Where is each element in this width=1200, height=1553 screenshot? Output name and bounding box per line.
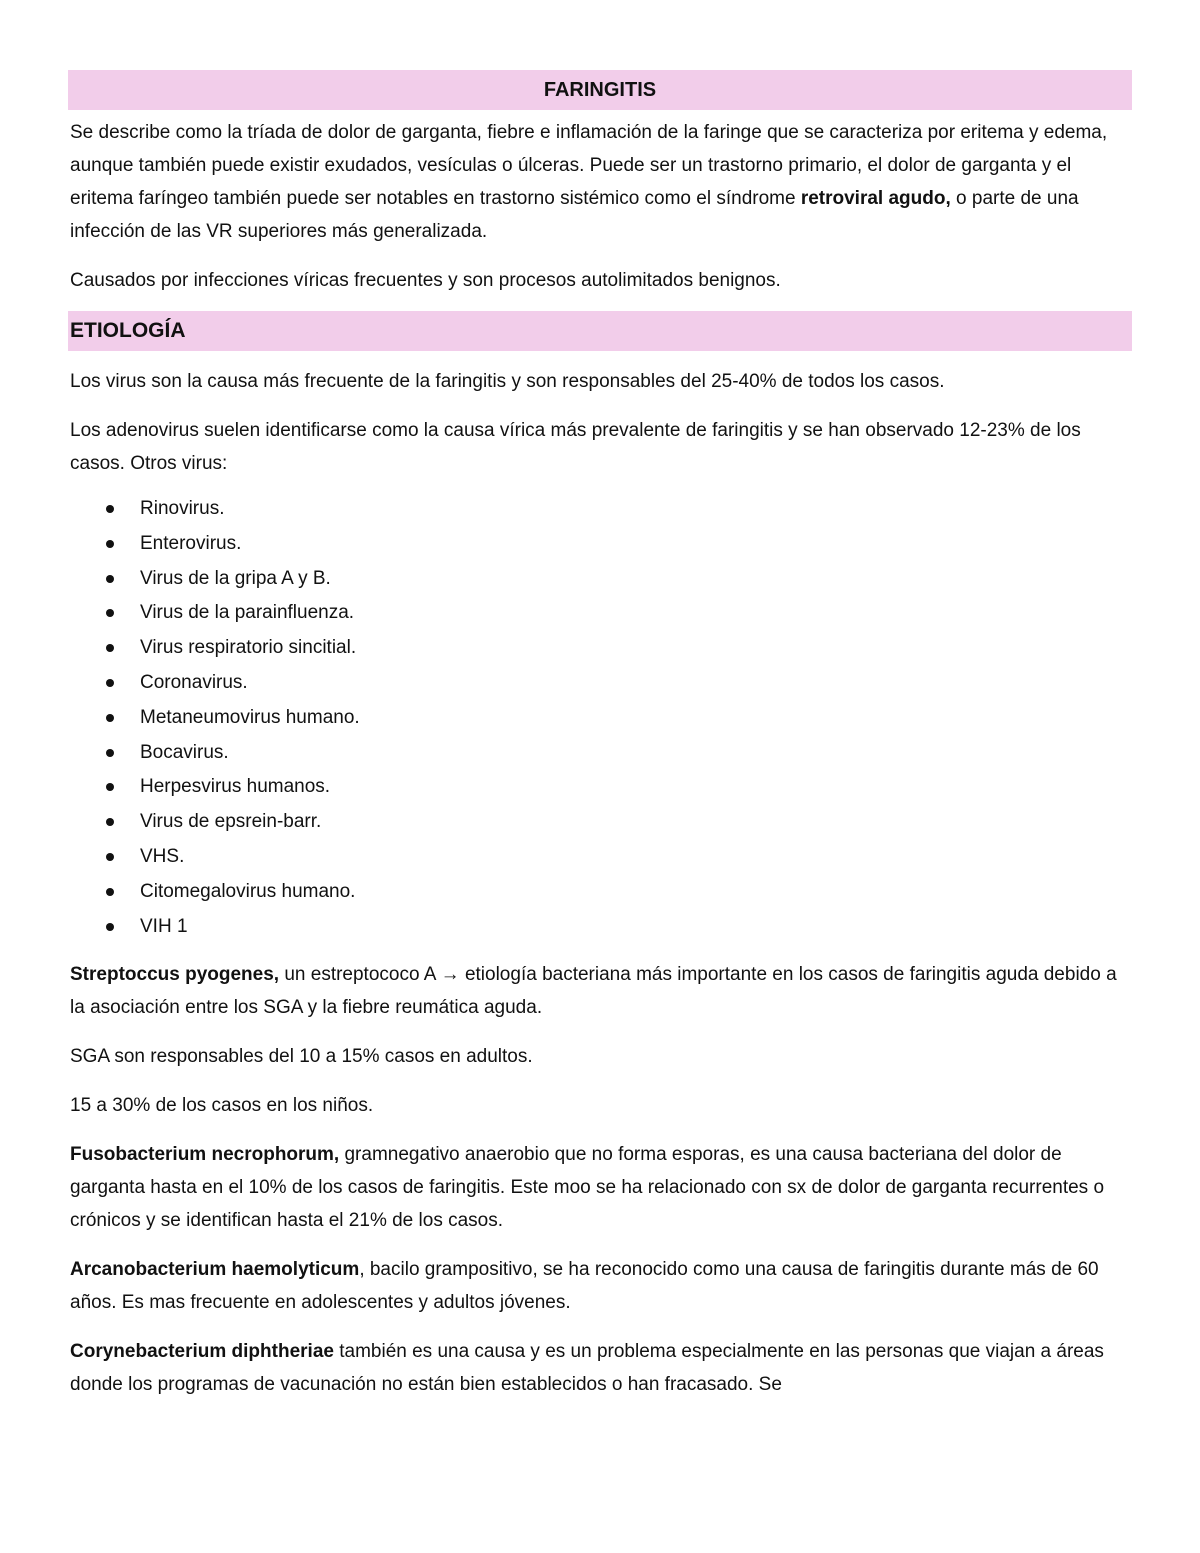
- coryne-paragraph: Corynebacterium diphtheriae también es una causa y es un problema especialmente en las personas que viajan a áreas donde los programas de vacunación no están bien establecidos o han fracasado. Se: [70, 1341, 1104, 1396]
- list-item: Metaneumovirus humano.: [140, 701, 1132, 736]
- bullet-icon: [106, 644, 114, 652]
- sga-adults-paragraph: SGA son responsables del 10 a 15% casos en adultos.: [70, 1046, 533, 1068]
- list-item: VIH 1: [140, 910, 1132, 945]
- title-banner: [68, 70, 1132, 110]
- page-title: FARINGITIS: [543, 79, 657, 101]
- intro-paragraph-2: Causados por infecciones víricas frecuentes y son procesos autolimitados benignos.: [70, 270, 781, 291]
- virus-list: [70, 492, 1132, 944]
- bullet-icon: [106, 923, 114, 931]
- section-heading: ETIOLOGÍA: [70, 319, 186, 342]
- bullet-icon: [106, 505, 114, 513]
- section-heading-banner: [68, 311, 1132, 351]
- list-item: Virus de la gripa A y B.: [140, 562, 1132, 597]
- document-content: [70, 70, 1132, 1401]
- intro-paragraph: Se describe como la tríada de dolor de garganta, fiebre e inflamación de la faringe que se caracteriza por eritema y edema, aunque también puede existir exudados, vesículas o úlceras. Puede ser un trastorno primario, el dolor de garganta y el eritema faríngeo también puede ser notables en trastorno sistémico como el síndrome retroviral agudo, o parte de una infección de las VR superiores más generalizada.: [70, 122, 1108, 242]
- bullet-icon: [106, 853, 114, 861]
- list-item: Rinovirus.: [140, 492, 1132, 527]
- etiology-paragraph-2: Los adenovirus suelen identificarse como la causa vírica más prevalente de faringitis y se han observado 12-23% de los casos. Otros virus:: [70, 420, 1081, 474]
- bullet-icon: [106, 609, 114, 617]
- list-item: VHS.: [140, 840, 1132, 875]
- list-item: Citomegalovirus humano.: [140, 875, 1132, 910]
- etiology-paragraph-1: Los virus son la causa más frecuente de la faringitis y son responsables del 25-40% de todos los casos.: [70, 371, 945, 392]
- bullet-icon: [106, 783, 114, 791]
- bullet-icon: [106, 818, 114, 826]
- list-item: Bocavirus.: [140, 736, 1132, 771]
- fuso-paragraph: Fusobacterium necrophorum, gramnegativo anaerobio que no forma esporas, es una causa bacteriana del dolor de garganta hasta en el 10% de los casos de faringitis. Este moo se ha relacionado con sx de dolor de garganta recurrentes o crónicos y se identifican hasta el 21% de los casos.: [70, 1144, 1105, 1232]
- strep-paragraph: Streptoccus pyogenes, un estreptococo A → etiología bacteriana más importante en los casos de faringitis aguda debido a la asociación entre los SGA y la fiebre reumática aguda.: [70, 964, 1117, 1019]
- bullet-icon: [106, 540, 114, 548]
- bullet-icon: [106, 714, 114, 722]
- list-item: Enterovirus.: [140, 527, 1132, 562]
- bold-term: Streptoccus pyogenes,: [70, 964, 280, 986]
- bold-term: retroviral agudo,: [800, 188, 951, 209]
- bullet-icon: [106, 575, 114, 583]
- bullet-icon: [106, 749, 114, 757]
- bold-term: Fusobacterium necrophorum,: [70, 1144, 340, 1166]
- list-item: Virus respiratorio sincitial.: [140, 631, 1132, 666]
- list-item: Coronavirus.: [140, 666, 1132, 701]
- list-item: Virus de la parainfluenza.: [140, 596, 1132, 631]
- sga-children-paragraph: 15 a 30% de los casos en los niños.: [70, 1095, 374, 1117]
- bold-term: Arcanobacterium haemolyticum: [70, 1259, 360, 1281]
- bullet-icon: [106, 679, 114, 687]
- list-item: Virus de epsrein-barr.: [140, 805, 1132, 840]
- list-item: Herpesvirus humanos.: [140, 770, 1132, 805]
- bold-term: Corynebacterium diphtheriae: [70, 1341, 334, 1363]
- arcano-paragraph: Arcanobacterium haemolyticum, bacilo grampositivo, se ha reconocido como una causa de faringitis durante más de 60 años. Es mas frecuente en adolescentes y adultos jóvenes.: [70, 1259, 1099, 1314]
- bullet-icon: [106, 888, 114, 896]
